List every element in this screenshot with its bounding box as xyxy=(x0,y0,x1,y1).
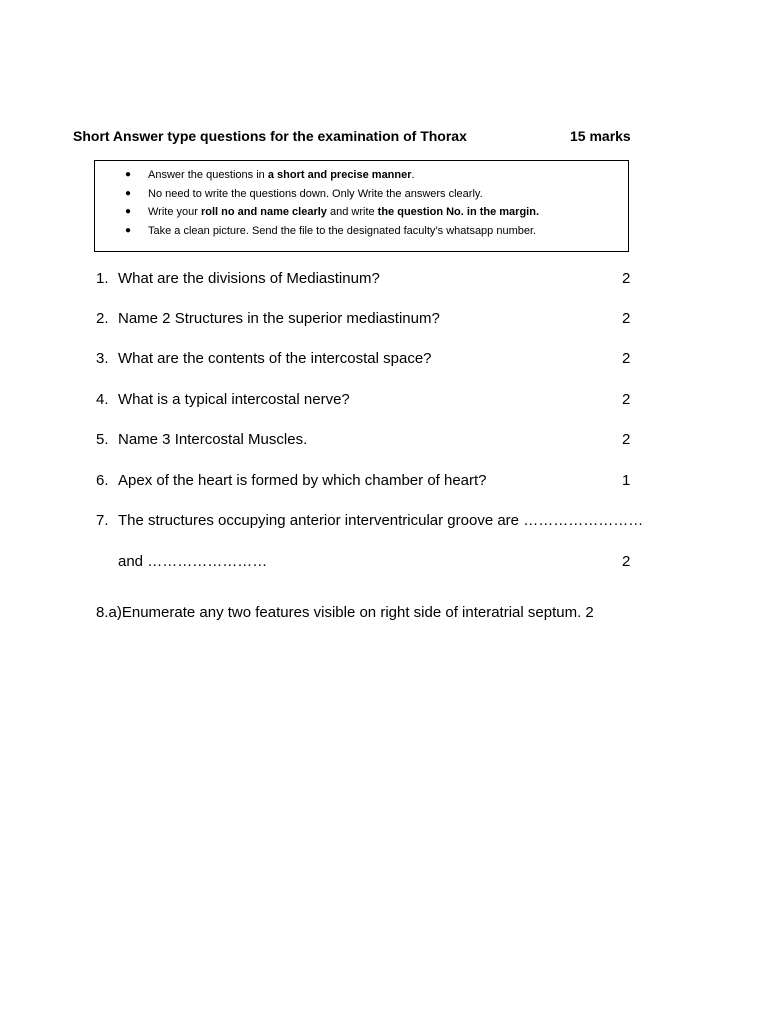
question-6 xyxy=(96,469,636,493)
bullet-icon: ● xyxy=(125,169,132,180)
instruction-text xyxy=(148,188,483,200)
question-number: 3. xyxy=(96,350,109,367)
question-5 xyxy=(96,428,636,452)
instruction-run: Answer the questions in xyxy=(148,169,268,181)
question-number: 1. xyxy=(96,270,109,287)
question-4 xyxy=(96,388,636,412)
bullet-icon: ● xyxy=(125,224,132,236)
question-number: 7. xyxy=(96,512,109,529)
question-mark: 2 xyxy=(622,350,631,367)
exam-title: Short Answer type questions for the examination of Thorax xyxy=(73,128,467,144)
question-8a: 8.a)Enumerate any two features visible on right side of interatrial septum. 2 xyxy=(96,604,594,621)
bullet-icon: ● xyxy=(125,187,132,199)
question-text: Name 3 Intercostal Muscles. xyxy=(118,431,308,448)
instruction-text xyxy=(148,169,415,181)
instructions-box xyxy=(94,160,629,252)
question-mark: 2 xyxy=(622,310,631,327)
question-text: What are the contents of the intercostal space? xyxy=(118,350,432,367)
question-text: What are the divisions of Mediastinum? xyxy=(118,270,380,287)
question-mark: 2 xyxy=(622,391,631,408)
instruction-bold-run: the question No. in the margin. xyxy=(377,206,540,218)
instruction-item xyxy=(95,185,628,204)
instruction-item xyxy=(95,203,628,222)
instruction-item xyxy=(95,166,628,185)
question-number: 2. xyxy=(96,310,109,327)
instruction-bold-run: a short and precise manner xyxy=(267,169,412,181)
instruction-run: Write your xyxy=(148,206,201,218)
instruction-text xyxy=(148,206,539,218)
question-text: Name 2 Structures in the superior mediastinum? xyxy=(118,310,440,327)
instruction-text xyxy=(148,225,536,237)
question-mark: 2 xyxy=(622,553,631,570)
instruction-run: . xyxy=(411,169,415,181)
question-number: 6. xyxy=(96,472,109,489)
instruction-item xyxy=(95,222,628,241)
instruction-bold-run: roll no and name clearly xyxy=(200,206,327,218)
exam-header xyxy=(73,128,673,150)
instruction-run: No need to write the questions down. Only Write the answers clearly. xyxy=(148,187,483,200)
question-7-continuation xyxy=(96,550,636,574)
question-text: Apex of the heart is formed by which chamber of heart? xyxy=(118,472,487,489)
question-mark: 2 xyxy=(622,431,631,448)
question-number: 5. xyxy=(96,431,109,448)
question-2 xyxy=(96,307,636,331)
instructions-list xyxy=(95,166,628,240)
question-1 xyxy=(96,267,636,291)
question-mark: 2 xyxy=(622,270,631,287)
question-mark: 1 xyxy=(622,472,631,489)
total-marks: 15 marks xyxy=(570,128,631,144)
question-text: and …………………… xyxy=(118,553,268,570)
instruction-run: Take a clean picture. Send the file to the designated faculty’s whatsapp number. xyxy=(148,224,537,237)
question-7 xyxy=(96,509,661,533)
question-text: The structures occupying anterior interventricular groove are …………………… xyxy=(118,512,644,529)
bullet-icon: ● xyxy=(125,206,132,217)
question-3 xyxy=(96,347,636,371)
question-number: 4. xyxy=(96,391,109,408)
question-text: What is a typical intercostal nerve? xyxy=(118,391,350,408)
instruction-run: and write xyxy=(326,206,378,218)
